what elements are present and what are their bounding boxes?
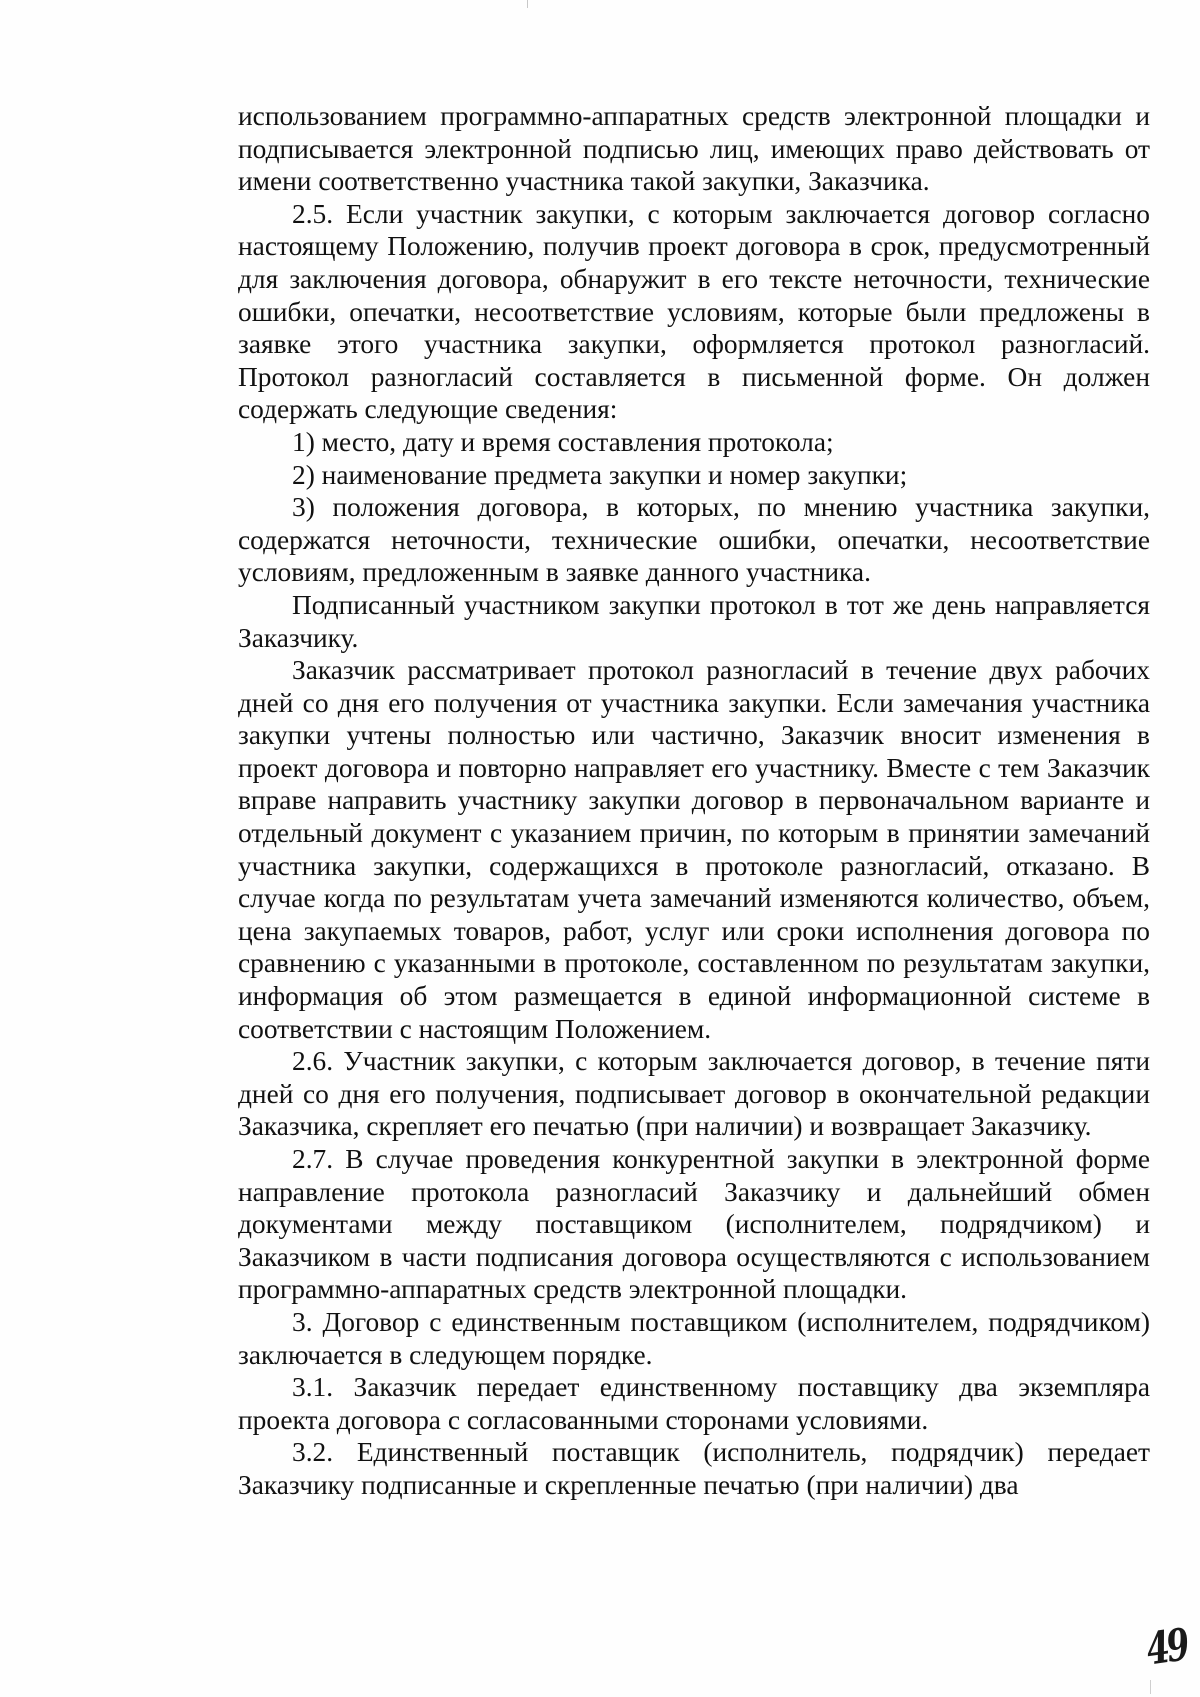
scan-mark bbox=[527, 0, 528, 8]
paragraph-3-2: 3.2. Единственный поставщик (исполнитель, подрядчик) передает Заказчику подписанные и скрепленные печатью (при наличии) два bbox=[238, 1437, 1150, 1500]
list-item-1: 1) место, дату и время составления протокола; bbox=[292, 426, 834, 457]
paragraph-2-5: 2.5. Если участник закупки, с которым заключается договор согласно настоящему Положению, получив проект договора в срок, предусмотренный для заключения договора, обнаружит в его тексте неточности, технические ошибки, опечатки, несоответствие условиям, которые были предложены в заявке этого участника закупки, оформляется протокол разногласий. Протокол разногласий составляется в письменной форме. Он должен содержать следующие сведения: bbox=[238, 198, 1150, 425]
paragraph-3: 3. Договор с единственным поставщиком (исполнителем, подрядчиком) заключается в следующем порядке. bbox=[238, 1306, 1150, 1370]
handwritten-page-number: 49 bbox=[1143, 1619, 1190, 1676]
scan-mark bbox=[1150, 1680, 1151, 1694]
document-body bbox=[238, 100, 1150, 1502]
paragraph-2-7: 2.7. В случае проведения конкурентной закупки в электронной форме направление протокола разногласий Заказчику и дальнейший обмен документами между поставщиком (исполнителем, подрядчиком) и Заказчиком в части подписания договора осуществляются с использованием программно-аппаратных средств электронной площадки. bbox=[238, 1144, 1150, 1305]
paragraph-customer-review: Заказчик рассматривает протокол разногласий в течение двух рабочих дней со дня его получения от участника закупки. Если замечания участника закупки учтены полностью или частично, Заказчик вносит изменения в проект договора и повторно направляет его участнику. Вместе с тем Заказчик вправе направить участнику закупки договор в первоначальном варианте и отдельный документ с указанием причин, по которым в принятии замечаний участника закупки, содержащихся в протоколе разногласий, отказано. В случае когда по результатам учета замечаний изменяются количество, объем, цена закупаемых товаров, работ, услуг или сроки исполнения договора по сравнению с указанными в протоколе, составленном по результатам закупки, информация об этом размещается в единой информационной системе в соответствии с настоящим Положением. bbox=[238, 655, 1150, 1044]
paragraph-3-1: 3.1. Заказчик передает единственному поставщику два экземпляра проекта договора с согласованными сторонами условиями. bbox=[238, 1372, 1150, 1435]
paragraph-continuation: использованием программно-аппаратных средств электронной площадки и подписывается электронной подписью лиц, имеющих право действовать от имени соответственно участника такой закупки, Заказчика. bbox=[238, 101, 1150, 197]
list-item-3: 3) положения договора, в которых, по мнению участника закупки, содержатся неточности, технические ошибки, опечатки, несоответствие условиям, предложенным в заявке данного участника. bbox=[238, 492, 1150, 588]
list-item-2: 2) наименование предмета закупки и номер закупки; bbox=[292, 459, 908, 490]
paragraph-signed-protocol: Подписанный участником закупки протокол в тот же день направляется Заказчику. bbox=[238, 589, 1150, 653]
paragraph-2-6: 2.6. Участник закупки, с которым заключается договор, в течение пяти дней со дня его получения, подписывает договор в окончательной редакции Заказчика, скрепляет его печатью (при наличии) и возвращает Заказчику. bbox=[238, 1046, 1150, 1142]
